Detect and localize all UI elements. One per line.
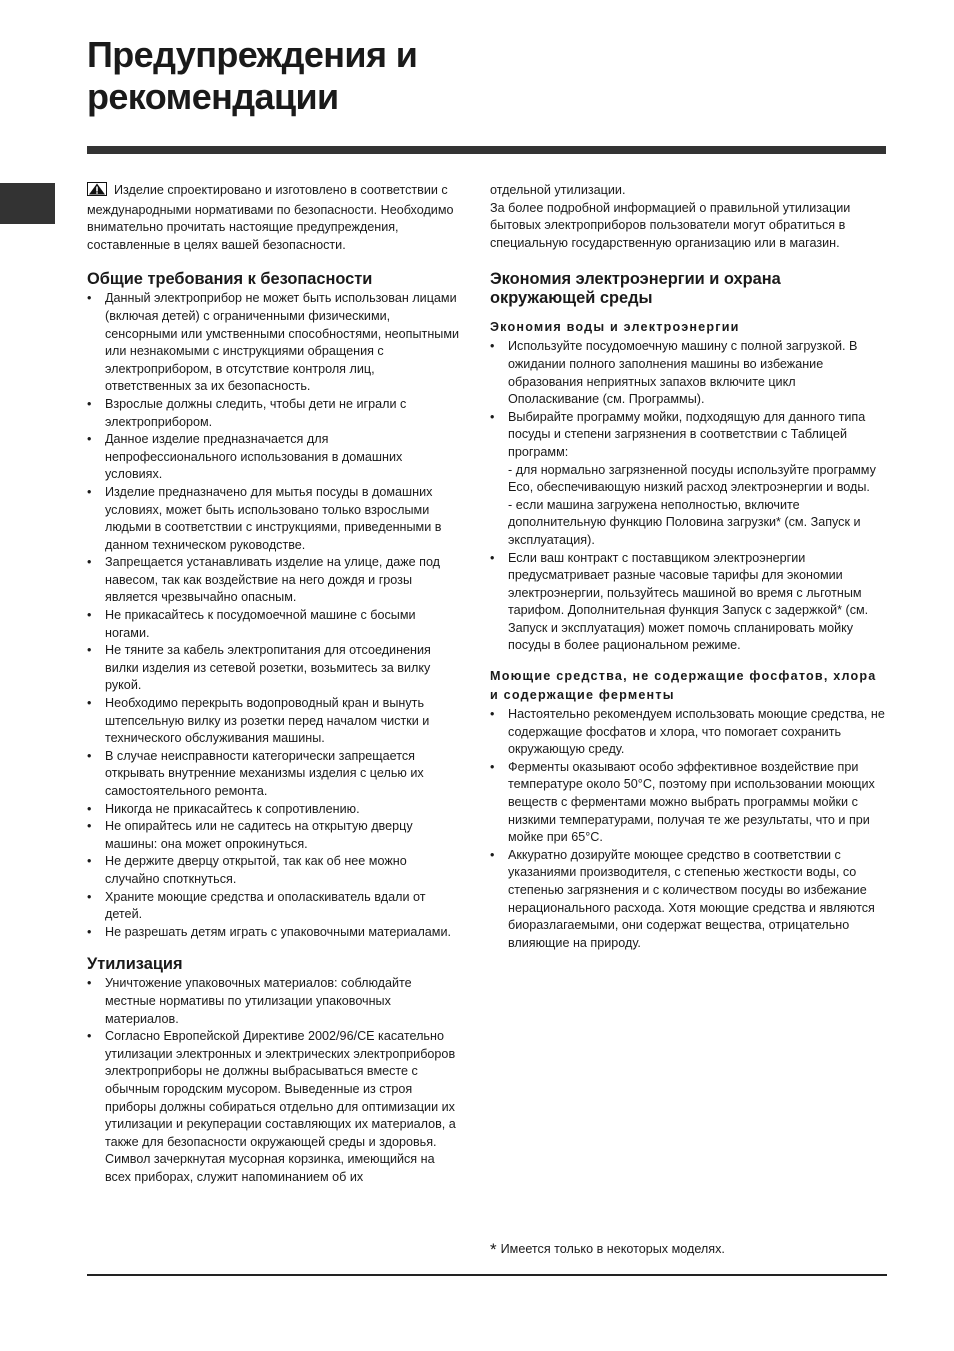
list-subitem: - для нормально загрязненной посуды используйте программу Eco, обеспечивающую низкий расход электроэнергии и воды. bbox=[508, 462, 876, 495]
list-item: • Уничтожение упаковочных материалов: соблюдайте местные нормативы по утилизации упаковочных материалов. bbox=[87, 975, 459, 1028]
left-column bbox=[87, 182, 459, 1186]
bottom-divider bbox=[87, 1274, 887, 1276]
list-item: • Не тяните за кабель электропитания для отсоединения вилки изделия из сетевой розетки, возьмитесь за вилку рукой. bbox=[87, 642, 459, 695]
list-item: • Если ваш контракт с поставщиком электроэнергии предусматривает разные часовые тарифы для экономии электроэнергии, пользуйтесь машиной во время с льготным тарифом. Дополнительная функция Запуск с задержкой* (см. Запуск и эксплуатация) может помочь спланировать мойку посуды в более рациональном режиме. bbox=[490, 550, 888, 656]
list-item: • Используйте посудомоечную машину с полной загрузкой. В ожидании полного заполнения машины во избежание образования неприятных запахов включите цикл Ополаскивание (см. Программы). bbox=[490, 338, 888, 408]
intro-text: Изделие спроектировано и изготовлено в соответствии с международными нормативами по безопасности. Необходимо внимательно прочитать настоящие предупреждения, составленные в целях вашей безопасности. bbox=[87, 183, 454, 252]
page-title bbox=[87, 34, 687, 118]
disposal-continuation: отдельной утилизации. bbox=[490, 183, 626, 197]
intro-paragraph bbox=[87, 182, 459, 254]
list-item: • Никогда не прикасайтесь к сопротивлению. bbox=[87, 801, 459, 819]
list-item: • Не разрешать детям играть с упаковочными материалами. bbox=[87, 924, 459, 942]
list-item bbox=[490, 409, 888, 550]
safety-list bbox=[87, 290, 459, 941]
disposal-more-info: За более подробной информацией о правильной утилизации бытовых электроприборов пользователи могут обратиться в специальную государственную организацию или в магазин. bbox=[490, 200, 851, 250]
list-item: • Не держите дверцу открытой, так как об нее можно случайно споткнуться. bbox=[87, 853, 459, 888]
list-item: • Настоятельно рекомендуем использовать моющие средства, не содержащие фосфатов и хлора, что помогает сохранить окружающую среду. bbox=[490, 706, 888, 759]
detergents-heading: Моющие средства, не содержащие фосфатов, хлора и содержащие ферменты bbox=[490, 669, 877, 703]
list-item: • Ферменты оказывают особо эффективное воздействие при температуре около 50°С, поэтому при использовании моющих веществ с ферментами можно выбрать программы мойки с низкими температурами, получая те же результаты, что и при мойке при 65°С. bbox=[490, 759, 888, 847]
water-saving-list bbox=[490, 338, 888, 655]
language-tab-marker bbox=[0, 183, 55, 224]
footnote-asterisk: * bbox=[490, 1240, 497, 1259]
list-item: • Изделие предназначено для мытья посуды в домашних условиях, может быть использовано только взрослыми людьми в соответствии с инструкциями, приведенными в данном техническом руководстве. bbox=[87, 484, 459, 554]
list-item: • В случае неисправности категорически запрещается открывать внутренние механизмы изделия с целью их самостоятельного ремонта. bbox=[87, 748, 459, 801]
list-item: • Храните моющие средства и ополаскиватель вдали от детей. bbox=[87, 889, 459, 924]
list-item: • Согласно Европейской Директиве 2002/96/CE касательно утилизации электронных и электрических электроприборов электроприборы не должны выбрасываться вместе с обычным городским мусором. Выведенные из строя приборы должны собираться отдельно для оптимизации их утилизации и рекуперации составляющих их материалов, а также для безопасности окружающей среды и здоровья. Символ зачеркнутая мусорная корзинка, имеющийся на всех приборах, служит напоминанием об их bbox=[87, 1028, 459, 1186]
list-item: • Данное изделие предназначается для непрофессионального использования в домашних условиях. bbox=[87, 431, 459, 484]
detergents-list bbox=[490, 706, 888, 952]
list-subitem: - если машина загружена неполностью, включите дополнительную функцию Половина загрузки* (см. Запуск и эксплуатация). bbox=[508, 497, 861, 547]
title-divider bbox=[87, 146, 886, 154]
list-item: • Не опирайтесь или не садитесь на открытую дверцу машины: она может опрокинуться. bbox=[87, 818, 459, 853]
water-saving-heading: Экономия воды и электроэнергии bbox=[490, 320, 740, 335]
list-item-text: Выбирайте программу мойки, подходящую для данного типа посуды и степени загрязнения в соответствии с Таблицей программ: bbox=[508, 409, 866, 459]
list-item: • Не прикасайтесь к посудомоечной машине с босыми ногами. bbox=[87, 607, 459, 642]
page-title-line-1: Предупреждения и bbox=[87, 34, 418, 75]
economy-heading: Экономия электроэнергии и охрана окружающей среды bbox=[490, 270, 781, 308]
footnote bbox=[490, 1240, 725, 1259]
warning-icon bbox=[87, 182, 107, 202]
safety-heading: Общие требования к безопасности bbox=[87, 270, 373, 289]
list-item: • Данный электроприбор не может быть использован лицами (включая детей) с ограниченными физическими, сенсорными или умственными способностями, неопытными или незнакомыми с инструкциями обращения с электроприбором, в отсутствие контроля лиц, ответственных за их безопасность. bbox=[87, 290, 459, 396]
list-item: • Аккуратно дозируйте моющее средство в соответствии с указаниями производителя, с степенью жесткости воды, со степенью загрязнения и с количеством посуды во избежание нерационального расхода. Хотя моющие средства и являются биоразлагаемыми, они содержат вещества, отрицательно влияющие на природу. bbox=[490, 847, 888, 953]
right-column bbox=[490, 182, 888, 952]
footnote-text: Имеется только в некоторых моделях. bbox=[500, 1242, 725, 1256]
disposal-list bbox=[87, 975, 459, 1186]
list-item: • Запрещается устанавливать изделие на улице, даже под навесом, так как воздействие на него дождя и грозы является чрезвычайно опасным. bbox=[87, 554, 459, 607]
list-item: • Необходимо перекрыть водопроводный кран и вынуть штепсельную вилку из розетки перед началом чистки и технического обслуживания машины. bbox=[87, 695, 459, 748]
list-item: • Взрослые должны следить, чтобы дети не играли с электроприбором. bbox=[87, 396, 459, 431]
page-title-line-2: рекомендации bbox=[87, 76, 339, 117]
disposal-heading: Утилизация bbox=[87, 955, 183, 974]
